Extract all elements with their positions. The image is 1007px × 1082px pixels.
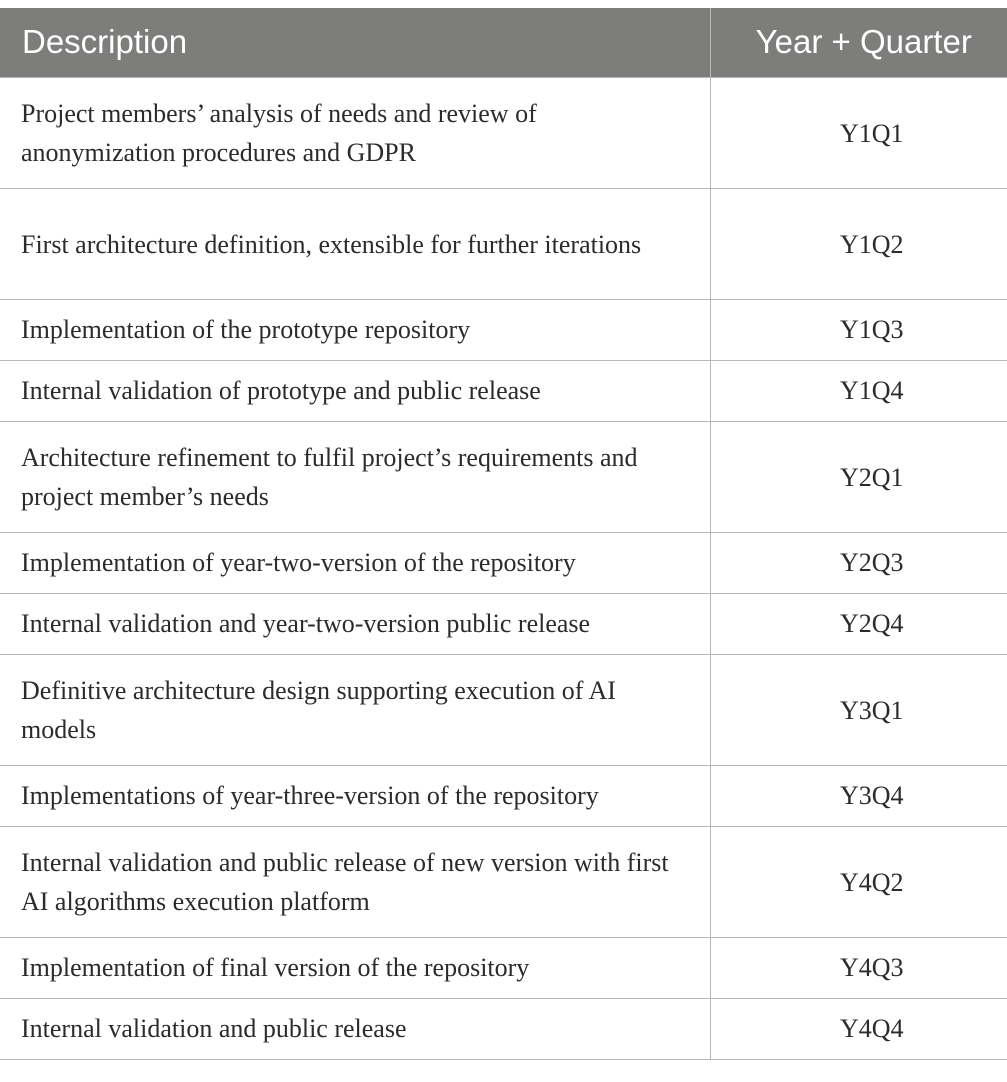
- row-year-quarter: Y1Q2: [710, 188, 1007, 299]
- row-description: Project members’ analysis of needs and review of anonymization procedures and GDPR: [0, 77, 710, 188]
- row-year-quarter: Y1Q1: [710, 77, 1007, 188]
- table-row: [0, 77, 1007, 188]
- row-year-quarter: Y4Q3: [710, 937, 1007, 998]
- header-year-quarter: Year + Quarter: [710, 8, 1007, 77]
- table-row: [0, 765, 1007, 826]
- row-description: Implementation of final version of the repository: [0, 937, 710, 998]
- table-row: [0, 937, 1007, 998]
- table-row: [0, 826, 1007, 937]
- row-year-quarter: Y2Q4: [710, 593, 1007, 654]
- header-row: [0, 8, 1007, 77]
- table-row: [0, 299, 1007, 360]
- table-row: [0, 654, 1007, 765]
- row-description: Implementations of year-three-version of the repository: [0, 765, 710, 826]
- row-year-quarter: Y4Q4: [710, 998, 1007, 1059]
- table-row: [0, 532, 1007, 593]
- row-description: Implementation of year-two-version of the repository: [0, 532, 710, 593]
- row-description: Internal validation of prototype and public release: [0, 360, 710, 421]
- row-description: Architecture refinement to fulfil project’s requirements and project member’s needs: [0, 421, 710, 532]
- row-description: First architecture definition, extensible for further iterations: [0, 188, 710, 299]
- row-year-quarter: Y3Q1: [710, 654, 1007, 765]
- milestones-table: [0, 8, 1007, 1060]
- table-row: [0, 998, 1007, 1059]
- row-year-quarter: Y2Q3: [710, 532, 1007, 593]
- row-year-quarter: Y4Q2: [710, 826, 1007, 937]
- row-year-quarter: Y2Q1: [710, 421, 1007, 532]
- row-description: Internal validation and year-two-version public release: [0, 593, 710, 654]
- row-description: Internal validation and public release: [0, 998, 710, 1059]
- row-year-quarter: Y3Q4: [710, 765, 1007, 826]
- header-description: Description: [0, 8, 710, 77]
- row-year-quarter: Y1Q4: [710, 360, 1007, 421]
- table-row: [0, 360, 1007, 421]
- row-description: Definitive architecture design supporting execution of AI models: [0, 654, 710, 765]
- row-description: Implementation of the prototype repository: [0, 299, 710, 360]
- table-row: [0, 421, 1007, 532]
- table-row: [0, 593, 1007, 654]
- row-year-quarter: Y1Q3: [710, 299, 1007, 360]
- table-row: [0, 188, 1007, 299]
- row-description: Internal validation and public release of new version with first AI algorithms execution platform: [0, 826, 710, 937]
